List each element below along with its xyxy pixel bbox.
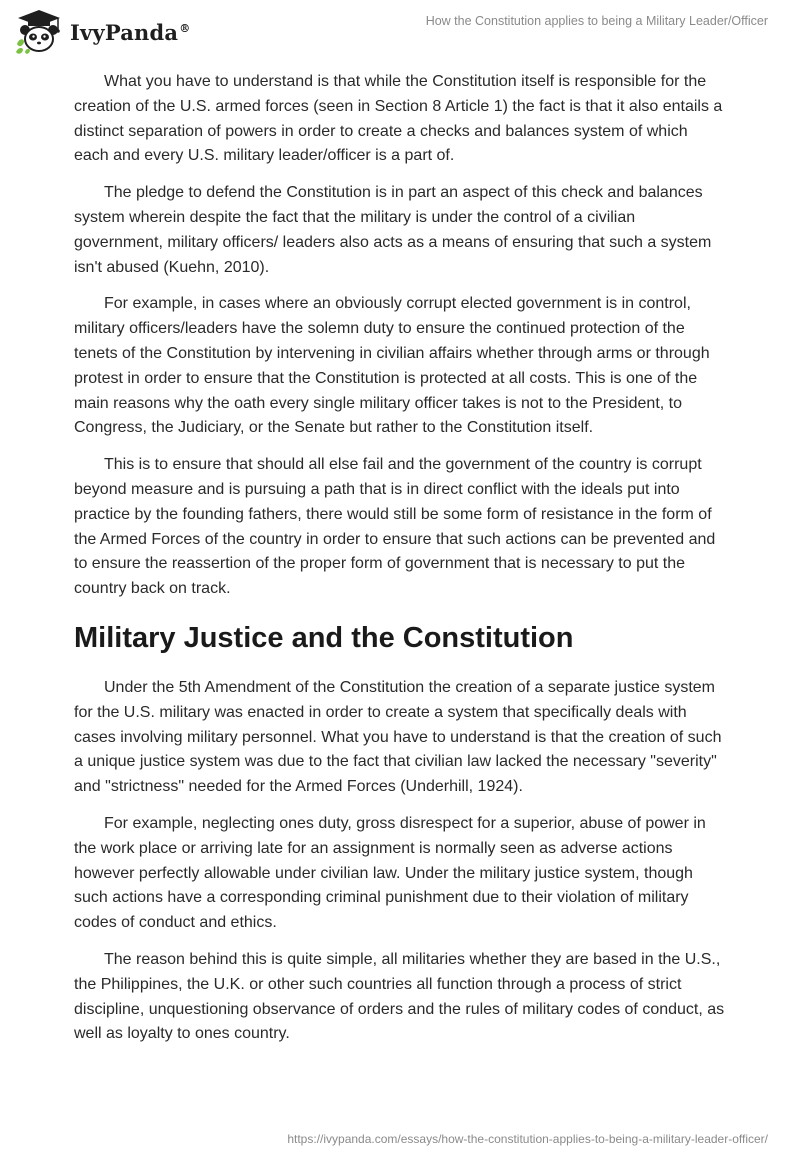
source-url[interactable]: https://ivypanda.com/essays/how-the-constitution-applies-to-being-a-military-leader-officer/: [287, 1132, 768, 1146]
paragraph: For example, neglecting ones duty, gross disrespect for a superior, abuse of power in the work place or arriving late for an assignment is normally seen as adverse actions however perfectly allowable under civilian law. Under the military justice system, though such actions have a corresponding criminal punishment due to their violation of military codes of conduct and ethics.: [74, 814, 706, 932]
paragraph: This is to ensure that should all else fail and the government of the country is corrupt beyond measure and is pursuing a path that is in direct conflict with the ideals put into practice by the founding fathers, there would still be some form of resistance in the form of the Armed Forces of the country in order to ensure that such actions can be prevented and to ensure the reassertion of the proper form of government that is necessary to put the country back on track.: [74, 456, 716, 598]
paragraph: What you have to understand is that while the Constitution itself is responsible for the creation of the U.S. armed forces (seen in Section 8 Article 1) the fact is that it also entails a distinct separation of powers in order to create a checks and balances system of which each and every U.S. military leader/officer is a part of.: [74, 73, 723, 165]
section-heading: Military Justice and the Constitution: [74, 621, 574, 654]
paragraph: The pledge to defend the Constitution is in part an aspect of this check and balances system wherein despite the fact that the military is under the control of a civilian government, military officers/ leaders also acts as a means of ensuring that such a system isn't abused (Kuehn, 2010).: [74, 184, 712, 276]
paragraph: The reason behind this is quite simple, all militaries whether they are based in the U.S., the Philippines, the U.K. or other such countries all function through a process of strict discipline, unquestioning observance of orders and the rules of military codes of conduct, as well as loyalty to ones country.: [74, 950, 725, 1043]
registered-mark: ®: [179, 21, 191, 35]
brand-logo[interactable]: [14, 8, 190, 56]
brand-name: IvyPanda®: [70, 19, 191, 45]
essay-content: [74, 70, 726, 1059]
paragraph: Under the 5th Amendment of the Constitution the creation of a separate justice system for the U.S. military was enacted in order to create a system that specifically deals with cases involving military personnel. What you have to understand is that the creation of such a unique justice system was due to the fact that civilian law lacked the necessary "severity" and "strictness" needed for the Armed Forces (Underhill, 1924).: [74, 678, 722, 796]
page-header: [0, 0, 800, 64]
document-title: How the Constitution applies to being a Military Leader/Officer: [425, 14, 768, 28]
panda-graduate-logo-icon: [14, 8, 64, 56]
paragraph: For example, in cases where an obviously corrupt elected government is in control, military officers/leaders have the solemn duty to ensure the continued protection of the tenets of the Constitution by intervening in civilian affairs whether through arms or through protest in order to ensure that the Constitution is protected at all costs. This is one of the main reasons why the oath every single military officer takes is not to the President, to Congress, the Judiciary, or the Senate but rather to the Constitution itself.: [74, 295, 710, 437]
